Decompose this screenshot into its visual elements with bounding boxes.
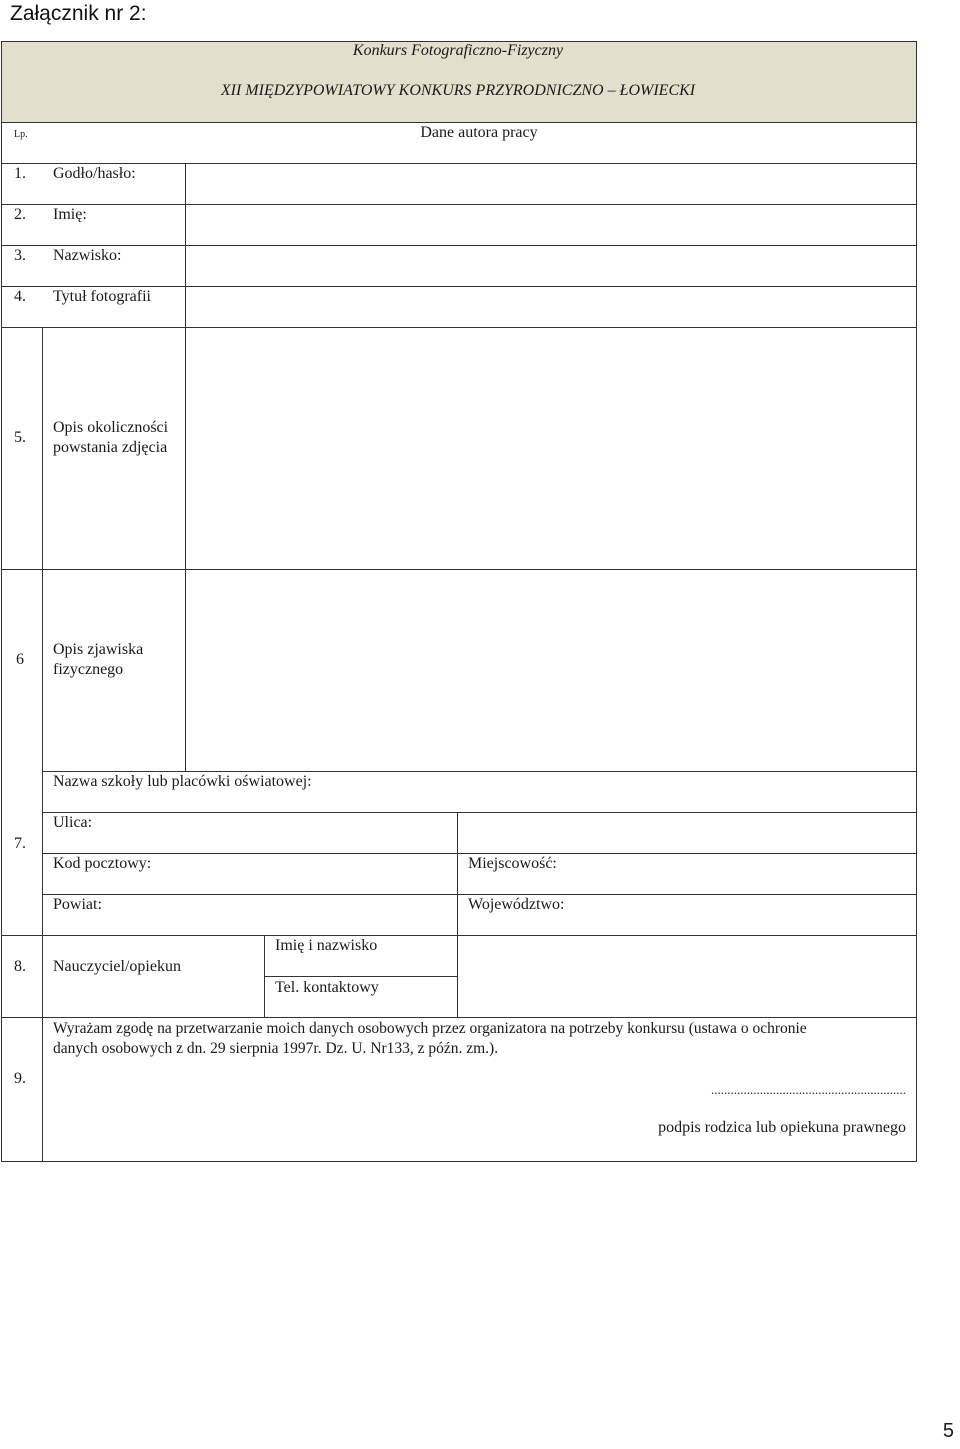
first-name-label: Imię: — [53, 206, 87, 223]
teacher-phone-label: Tel. kontaktowy — [275, 979, 379, 996]
page-number: 5 — [942, 1420, 954, 1442]
province-label[interactable]: Województwo: — [468, 896, 565, 913]
form-subtitle: Konkurs Fotograficzno-Fizyczny — [352, 42, 564, 59]
signature-label: podpis rodzica lub opiekuna prawnego — [658, 1119, 906, 1136]
circumstances-label-line2: powstania zdjęcia — [53, 439, 168, 456]
photo-title-label: Tytuł fotografii — [53, 288, 151, 305]
postcode-label[interactable]: Kod pocztowy: — [53, 855, 152, 872]
signature-line[interactable]: ............................................................ — [711, 1082, 906, 1097]
table-divider — [264, 935, 265, 1017]
row-number: 4. — [14, 288, 26, 305]
table-border-top — [1, 41, 917, 42]
row-number: 3. — [14, 247, 26, 264]
row-number: 7. — [14, 835, 26, 852]
phenomenon-label-line1: Opis zjawiska — [53, 641, 144, 658]
circumstances-field[interactable] — [186, 328, 915, 568]
circumstances-label-line1: Opis okoliczności — [53, 419, 169, 436]
table-divider — [42, 327, 43, 1162]
last-name-field[interactable] — [186, 246, 915, 285]
photo-title-field[interactable] — [186, 287, 915, 326]
lp-column-header: Lp. — [14, 129, 28, 140]
first-name-field[interactable] — [186, 205, 915, 244]
last-name-label: Nazwisko: — [53, 247, 122, 264]
row-number: 2. — [14, 206, 26, 223]
teacher-name-label: Imię i nazwisko — [275, 937, 378, 954]
motto-label: Godło/hasło: — [53, 165, 136, 182]
table-divider — [1, 1017, 917, 1018]
row-number: 6 — [16, 651, 24, 668]
teacher-name-field[interactable] — [458, 936, 915, 976]
teacher-label: Nauczyciel/opiekun — [53, 958, 181, 975]
table-divider — [42, 812, 917, 813]
county-label[interactable]: Powiat: — [53, 896, 102, 913]
table-border-left — [1, 41, 2, 1162]
table-border-right — [916, 41, 917, 1162]
row-number: 5. — [14, 429, 26, 446]
phenomenon-field[interactable] — [186, 570, 915, 770]
row-number: 1. — [14, 165, 26, 182]
teacher-phone-field[interactable] — [458, 977, 915, 1016]
author-data-column-header: Dane autora pracy — [420, 124, 538, 141]
row-number: 9. — [14, 1070, 26, 1087]
table-divider — [264, 976, 457, 977]
consent-text-line2: danych osobowych z dn. 29 sierpnia 1997r. Dz. U. Nr133, z późn. zm.). — [53, 1040, 499, 1057]
street-label[interactable]: Ulica: — [53, 814, 93, 831]
phenomenon-label-line2: fizycznego — [53, 661, 124, 678]
school-name-label[interactable]: Nazwa szkoły lub placówki oświatowej: — [53, 773, 312, 790]
row-number: 8. — [14, 958, 26, 975]
table-border-bottom — [1, 1161, 917, 1162]
form-title: XII MIĘDZYPOWIATOWY KONKURS PRZYRODNICZNO – ŁOWIECKI — [220, 82, 696, 99]
consent-text-line1: Wyrażam zgodę na przetwarzanie moich danych osobowych przez organizatora na potrzeby konkursu (ustawa o ochronie — [53, 1020, 807, 1037]
motto-field[interactable] — [186, 164, 915, 203]
annex-title: Załącznik nr 2: — [10, 2, 147, 25]
town-label[interactable]: Miejscowość: — [468, 855, 557, 872]
